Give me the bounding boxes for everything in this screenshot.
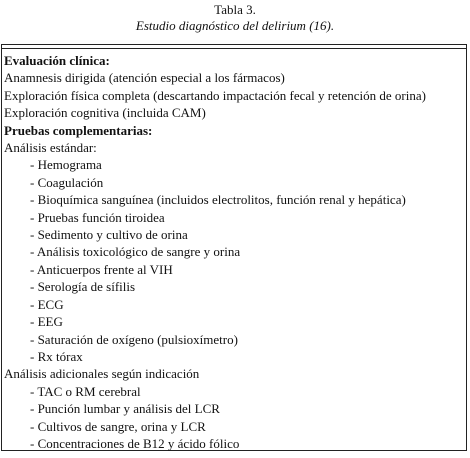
- clinical-item: Exploración cognitiva (incluida CAM): [4, 105, 206, 121]
- standard-item: - EEG: [30, 314, 63, 330]
- standard-item: - Análisis toxicológico de sangre y orina: [30, 244, 241, 260]
- standard-item: - Coagulación: [30, 174, 104, 190]
- header-rule: [2, 48, 466, 49]
- standard-item: - Serología de sífilis: [30, 279, 136, 295]
- additional-item: - Punción lumbar y análisis del LCR: [30, 401, 220, 417]
- additional-item: - TAC o RM cerebral: [30, 383, 141, 399]
- standard-item: - Rx tórax: [30, 348, 83, 364]
- section-heading-tests: Pruebas complementarias:: [4, 122, 153, 138]
- standard-item: - Sedimento y cultivo de orina: [30, 227, 188, 243]
- standard-item: - Saturación de oxígeno (pulsioxímetro): [30, 331, 238, 347]
- table-title: Estudio diagnóstico del delirium (16).: [135, 18, 335, 33]
- additional-item: - Concentraciones de B12 y ácido fólico: [30, 435, 240, 451]
- standard-analysis-label: Análisis estándar:: [4, 140, 97, 156]
- table-content: [4, 52, 464, 452]
- section-heading-clinical: Evaluación clínica:: [4, 53, 110, 68]
- clinical-item: Anamnesis dirigida (atención especial a los fármacos): [4, 70, 285, 86]
- additional-analysis-label: Análisis adicionales según indicación: [4, 366, 200, 382]
- standard-item: - Anticuerpos frente al VIH: [30, 261, 173, 277]
- standard-item: - ECG: [30, 296, 64, 312]
- standard-item: - Hemograma: [30, 157, 102, 173]
- standard-item: - Pruebas función tiroidea: [30, 209, 165, 225]
- diagnostic-table: [1, 44, 467, 451]
- standard-item: - Bioquímica sanguínea (incluidos electrolitos, función renal y hepática): [30, 192, 406, 208]
- clinical-item: Exploración física completa (descartando impactación fecal y retención de orina): [4, 87, 426, 103]
- table-number: Tabla 3.: [214, 2, 256, 17]
- additional-item: - Cultivos de sangre, orina y LCR: [30, 418, 206, 434]
